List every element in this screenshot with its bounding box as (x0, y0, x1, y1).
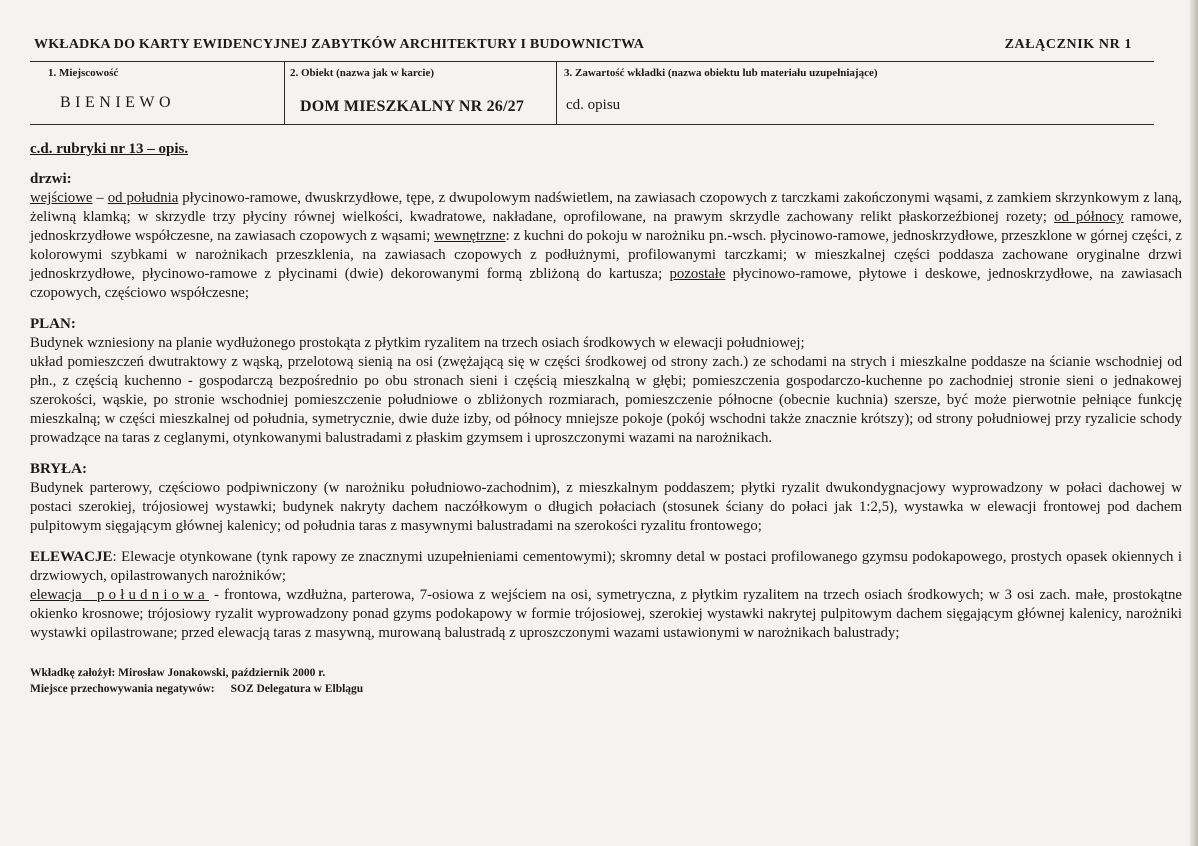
plan-section (30, 315, 1182, 448)
place-label: 1. Miejscowość (48, 67, 119, 79)
elewacje-heading: ELEWACJE (30, 549, 113, 565)
plan-heading: PLAN: (30, 316, 76, 332)
bryla-paragraph: Budynek parterowy, częściowo podpiwniczony (w narożniku południowo-zachodnim), z mieszkalnym poddaszem; płytki ryzalit dwukondygnacjowy wyprowadzony w połaci dachowej w postaci szerokiej, trójosiowej wystawki; budynek nakryty dachem naczółkowym o długich połaciach (stosunek ściany do połaci jak 1:2,5), wystawka w elewacji frontowej pod dachem pulpitowym sięgającym głównej kalenicy; od południa taras z masywnymi balustradami na szerokości ryzalitu frontowego; (30, 480, 1182, 534)
text-run: płycinowo-ramowe, dwuskrzydłowe, tępe, z dwupolowym nadświetlem, na zawiasach czopowych z tarczkami zakończonymi wąsami, z zamkiem skrzynkowym z laną, żeliwną klamką; w skrzydle trzy płyciny równej wielkości, kwadratowe, nakładane, oprofilowane, na prawym skrzydle zachowany relikt płaskorzeźbionej rozety; (30, 190, 1183, 225)
doors-heading: drzwi: (30, 171, 72, 187)
plan-paragraph: układ pomieszczeń dwutraktowy z wąską, przelotową sienią na osi (zwężającą się w części środkowej od strony zach.) ze schodami na strych i mieszkalne poddasze na ścianie wschodniej od płn., z częścią kuchenno - gospodarczą bezpośrednio po obu stronach sieni i częścią mieszkalną w głębi; pomieszczenia gospodarczo-kuchenne po zachodniej stronie sieni o jednakowej szerokości, wąskie, po stronie wschodniej pomieszczenie południowe o zbliżonych rozmiarach, pomieszczenie północne (obecnie kuchnia) szersze, być może pierwotnie pełniące funkcję mieszkalną; w części mieszkalnej od południa, symetrycznie, dwie duże izby, od północy mniejsze pokoje (pokój wschodni także znacznie krótszy); od strony południowej przy ryzalicie schody prowadzące na taras z ceglanymi, otynkowanymi balustradami z płaskim gzymsem i uproszczonymi wazami na narożnikach. (30, 354, 1182, 446)
text-run: : z kuchni do pokoju w narożniku pn.-wsch. płycinowo-ramowe, jednoskrzydłowe, przeszklone w górnej części, z kolorowymi szybkami w narożnikach przeszklenia, na zawiasach czopowych z podłużnymi, profilowanymi tarczkami; w mieszkalnej części poddasza zachowane oryginalne drzwi jednoskrzydłowe, płycinowo-ramowe z płycinami (dwie) dekorowanymi formą zbliżoną do kartusza; (30, 228, 1182, 282)
bryla-section (30, 460, 1182, 536)
footer-info (30, 665, 1182, 697)
content-label: 3. Zawartość wkładki (nazwa obiektu lub materiału uzupełniające) (564, 67, 878, 79)
underlined-term: wewnętrzne (434, 228, 506, 244)
storage-label: Miejsce przechowywania negatywów: (30, 683, 215, 695)
document-body (30, 140, 1182, 697)
underlined-term: pozostałe (669, 266, 726, 282)
header-bottom-rule (30, 124, 1154, 125)
underlined-term: wejściowe (30, 190, 93, 206)
doors-section (30, 170, 1182, 303)
plan-paragraph: Budynek wzniesiony na planie wydłużonego prostokąta z płytkim ryzalitem na trzech osiach środkowych w elewacji południowej; (30, 335, 805, 351)
text-run: - frontowa, wzdłużna, parterowa, 7-osiowa z wejściem na osi, symetryczna, z płytkim ryzalitem na trzech osiach środkowych; w 3 osi zach. małe, prostokątne okienko krosnowe; trójosiowy ryzalit wyprowadzony ponad gzyms podokapowy w formie trójosiowej, szerokiej wystawki nakrytej pulpitowym dachem sięgającym głównej kalenicy, narożniki wystawki opilastrowane; przed elewacją taras z masywną, murowaną balustradą z uproszczonymi wazami ustawionymi w narożnikach balustrady; (30, 587, 1182, 641)
document-title: WKŁADKA DO KARTY EWIDENCYJNEJ ZABYTKÓW ARCHITEKTURY I BUDOWNICTWA (34, 37, 645, 52)
content-value: cd. opisu (566, 97, 621, 113)
header-top-rule (30, 61, 1154, 62)
doors-text (30, 189, 1182, 303)
elewacja-south (30, 586, 1182, 643)
text-run: elewacja (30, 587, 82, 603)
underlined-term: od północy (1054, 209, 1124, 225)
underlined-term: od południa (107, 190, 179, 206)
storage-value: SOZ Delegatura w Elblągu (230, 683, 364, 695)
storage-line (30, 681, 1182, 697)
author-value: Mirosław Jonakowski, październik 2000 r. (118, 667, 326, 679)
text-run: ramowe, jednoskrzydłowe współczesne, na zawiasach czopowych z wąsami; (30, 209, 1182, 244)
bryla-heading: BRYŁA: (30, 461, 87, 477)
section-subtitle: c.d. rubryki nr 13 – opis. (30, 141, 189, 157)
text-run: : Elewacje otynkowane (tynk rapowy ze znacznymi uzupełnieniami cementowymi); skromny detal w postaci profilowanego gzymsu podokapowego, prostych opasek okiennych i drzwiowych, opilastrowanych narożników; (30, 549, 1182, 584)
text-run: płycinowo-ramowe, płytowe i deskowe, jednoskrzydłowe, na zawiasach czopowych, częściowo współczesne; (30, 266, 1182, 301)
column-divider (556, 61, 557, 124)
text-run: – (92, 190, 108, 206)
page-edge (1190, 0, 1198, 846)
author-line (30, 665, 1182, 681)
elewacje-intro (30, 548, 1182, 586)
object-value: DOM MIESZKALNY NR 26/27 (300, 98, 525, 115)
annex-number: ZAŁĄCZNIK NR 1 (1004, 37, 1132, 52)
spaced-term: południowa (97, 587, 209, 603)
elewacje-section (30, 548, 1182, 643)
author-label: Wkładkę założył: (30, 667, 116, 679)
object-label: 2. Obiekt (nazwa jak w karcie) (290, 67, 435, 79)
column-divider (284, 61, 285, 124)
place-value: BIENIEWO (60, 94, 176, 111)
underlined-term (30, 587, 209, 603)
